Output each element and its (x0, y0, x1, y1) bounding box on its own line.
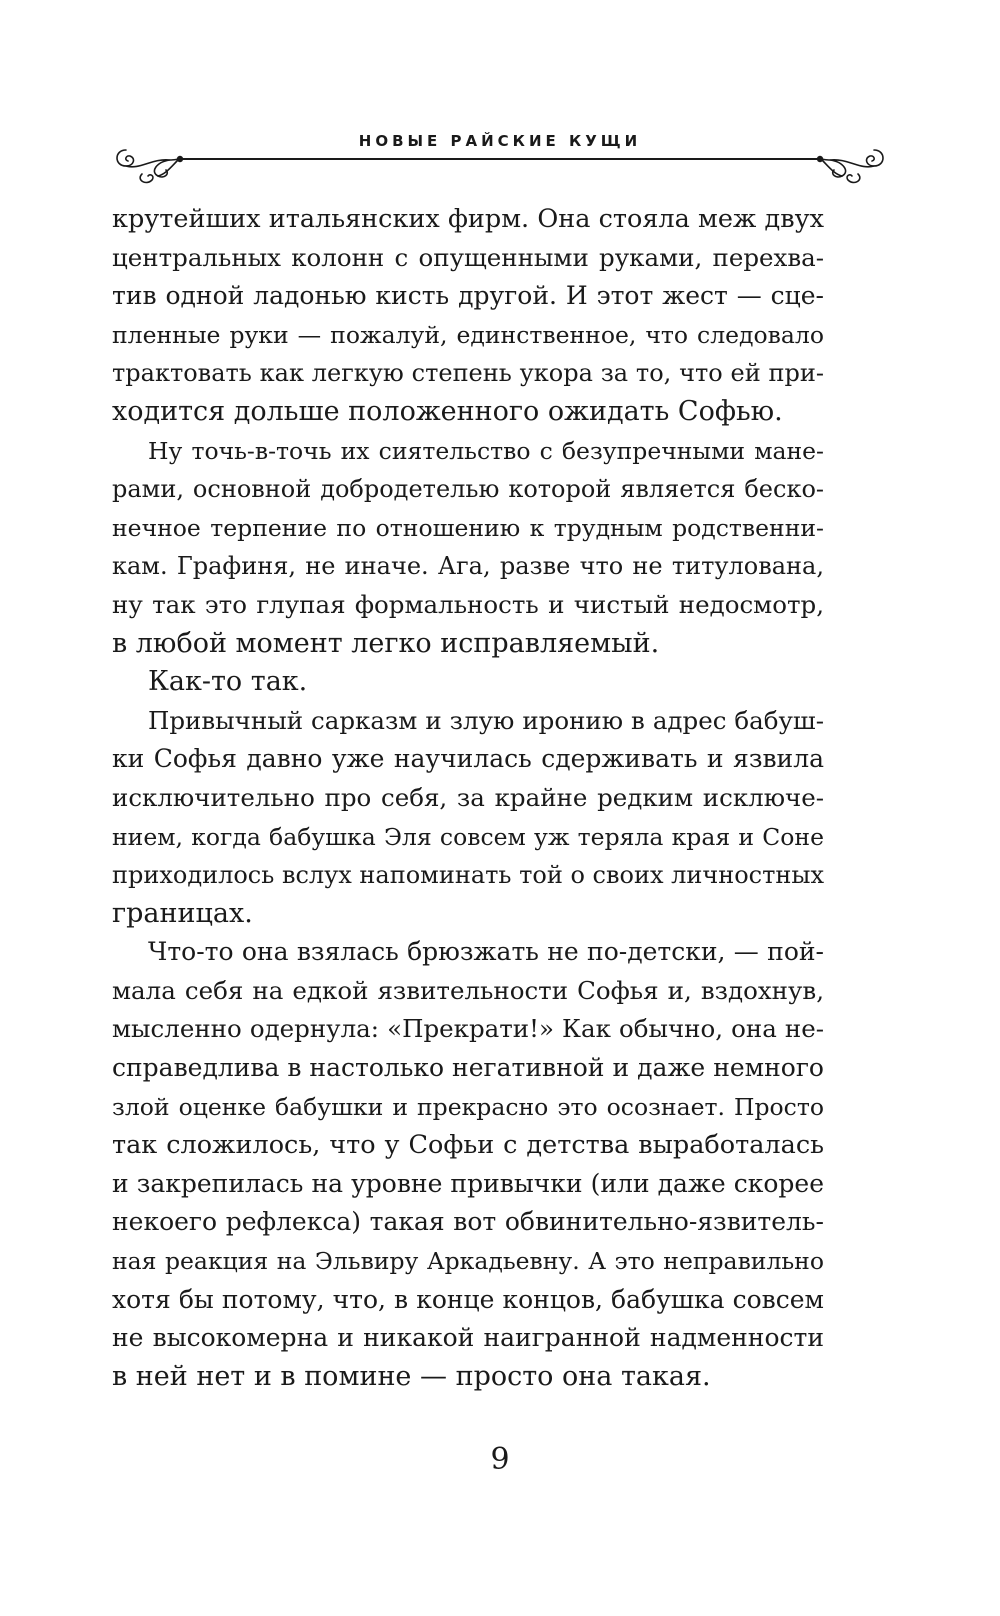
text-line: ходится дольше положенного ожидать Софью. (112, 395, 783, 427)
running-header (112, 130, 888, 190)
text-line: рами, основной добродетелью которой является беско- (112, 475, 824, 504)
text-line: в любой момент легко исправляемый. (112, 627, 660, 659)
text-line: ну так это глупая формальность и чистый недосмотр, (112, 589, 824, 619)
text-line: справедлива в настолько негативной и даже немного (112, 1053, 824, 1083)
text-line: границах. (112, 897, 253, 929)
paragraph (112, 200, 824, 432)
text-line: нием, когда бабушка Эля совсем уж теряла края и Соне (112, 822, 824, 851)
text-line: хотя бы потому, что, в конце концов, бабушка совсем (112, 1284, 824, 1314)
text-line: мысленно одернула: «Прекрати!» Как обычно, она не- (112, 1014, 824, 1044)
text-line: трактовать как легкую степень укора за то, что ей при- (112, 359, 824, 388)
text-line: нечное терпение по отношению к трудным родственни- (112, 513, 824, 542)
paragraph (112, 702, 824, 934)
text-line: злой оценке бабушки и прекрасно это осознает. Просто (112, 1092, 824, 1121)
text-line: Что-то она взялась брюзжать не по-детски, — пой- (148, 937, 824, 967)
text-line: Привычный сарказм и злую иронию в адрес бабуш- (148, 705, 824, 735)
text-line: Ну точь-в-точь их сиятельство с безупречными мане- (148, 436, 824, 465)
text-line: в ней нет и в помине — просто она такая. (112, 1360, 711, 1392)
text-line: Как-то так. (148, 666, 308, 698)
text-line: крутейших итальянских фирм. Она стояла меж двух (112, 204, 824, 234)
text-line: тив одной ладонью кисть другой. И этот жест — сце- (112, 281, 824, 311)
text-line: исключительно про себя, за крайне редким исключе- (112, 782, 824, 812)
page-number: 9 (490, 1442, 510, 1477)
paragraph (112, 663, 824, 702)
text-line: пленные руки — пожалуй, единственное, что следовало (112, 320, 824, 349)
text-line: и закрепилась на уровне привычки (или даже скорее (112, 1168, 824, 1198)
paragraph (112, 933, 824, 1396)
text-line: так сложилось, что у Софьи с детства выработалась (112, 1130, 824, 1161)
text-line: мала себя на едкой язвительности Софья и, вздохнув, (112, 975, 824, 1005)
text-line: ная реакция на Эльвиру Аркадьевну. А это неправильно (112, 1247, 824, 1276)
text-line: не высокомерна и никакой наигранной надменности (112, 1323, 824, 1353)
paragraph (112, 432, 824, 664)
text-line: приходилось вслух напоминать той о своих личностных (112, 861, 824, 890)
text-line: центральных колонн с опущенными руками, перехва- (112, 242, 824, 272)
text-line: ки Софья давно уже научилась сдерживать и язвила (112, 744, 824, 774)
text-line: некоего рефлекса) такая вот обвинительно-язвитель- (112, 1207, 824, 1237)
running-title: НОВЫЕ РАЙСКИЕ КУЩИ (358, 132, 642, 150)
text-line: кам. Графиня, не иначе. Ага, разве что не титулована, (112, 552, 824, 581)
body-text (112, 200, 824, 1396)
